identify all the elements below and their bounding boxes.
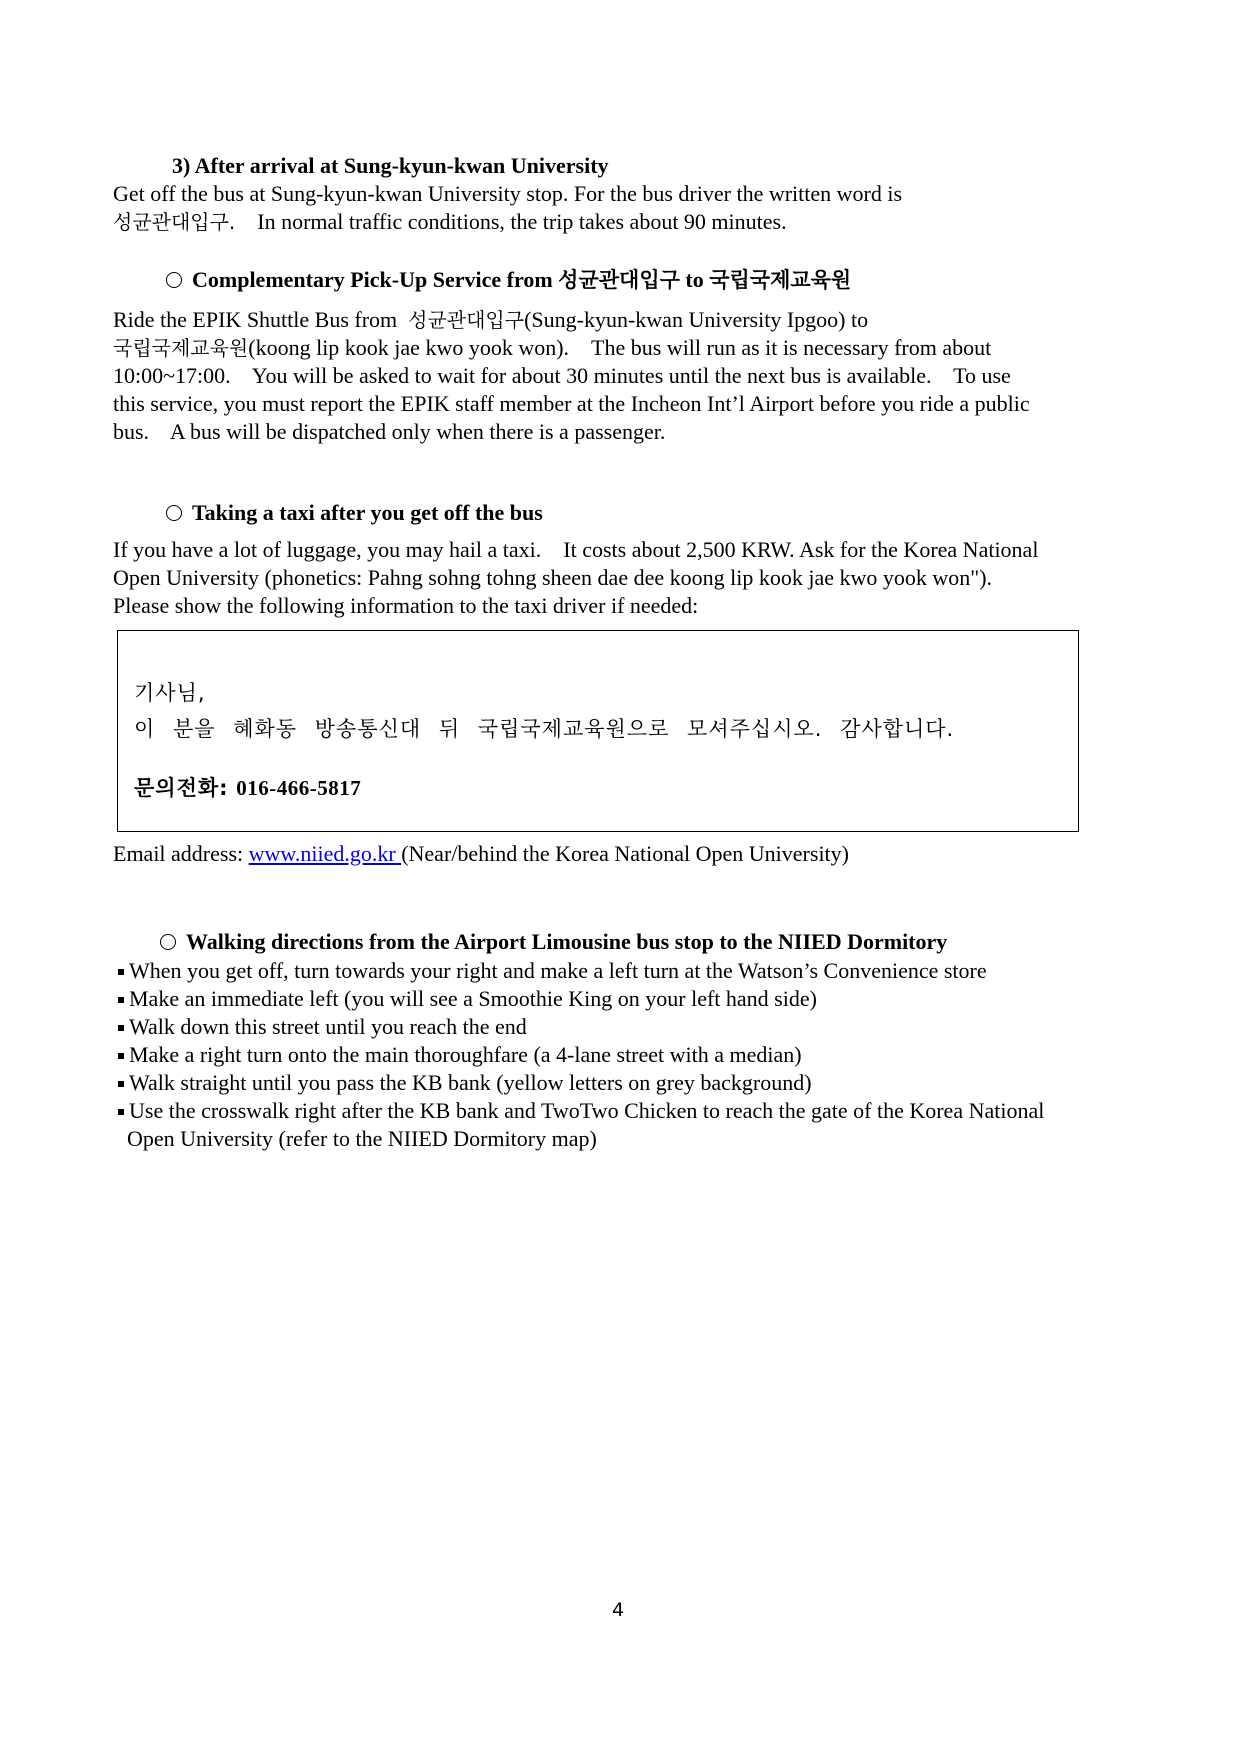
square-bullet-icon: [118, 997, 124, 1003]
arrival-line-2: 성균관대입구. In normal traffic conditions, the trip takes about 90 minutes.: [113, 209, 787, 234]
arrival-heading: 3) After arrival at Sung-kyun-kwan University: [172, 153, 609, 178]
list-item: When you get off, turn towards your right and make a left turn at the Watson’s Convenience store: [118, 957, 987, 985]
square-bullet-icon: [118, 1109, 124, 1115]
square-bullet-icon: [118, 1081, 124, 1087]
phone-label: 문의전화:: [134, 776, 229, 800]
pickup-paragraph: [113, 306, 1143, 446]
taxi-line-2: Open University (phonetics: Pahng sohng tohng sheen dae dee koong lip kook jae kwo yook won").: [113, 565, 993, 590]
list-item: Walk down this street until you reach the end: [118, 1013, 527, 1041]
pickup-line-4: this service, you must report the EPIK staff member at the Incheon Int’l Airport before you ride a public: [113, 391, 1030, 416]
email-line: [113, 840, 1143, 868]
section-heading-arrival: [172, 152, 1202, 180]
taxi-note-phone: [134, 774, 361, 802]
square-bullet-icon: [118, 969, 124, 975]
taxi-driver-note-box: [117, 630, 1079, 832]
arrival-paragraph: [113, 180, 1143, 236]
square-bullet-icon: [118, 1025, 124, 1031]
pickup-line-3: 10:00~17:00. You will be asked to wait for about 30 minutes until the next bus is available. To use: [113, 363, 1011, 388]
pickup-line-5: bus. A bus will be dispatched only when there is a passenger.: [113, 419, 666, 444]
taxi-note-greeting: 기사님,: [134, 681, 206, 705]
circle-bullet-icon: [166, 505, 182, 521]
circle-bullet-icon: [160, 934, 176, 950]
page-number: 4: [612, 1599, 625, 1621]
email-label: Email address:: [113, 841, 249, 866]
taxi-paragraph: [113, 536, 1143, 620]
pickup-heading: Complementary Pick-Up Service from 성균관대입구 to 국립국제교육원: [166, 266, 1196, 294]
pickup-line-2: 국립국제교육원(koong lip kook jae kwo yook won). The bus will run as it is necessary from about: [113, 335, 992, 360]
pickup-line-1: Ride the EPIK Shuttle Bus from 성균관대입구(Sung-kyun-kwan University Ipgoo) to: [113, 307, 869, 332]
walking-heading: Walking directions from the Airport Limousine bus stop to the NIIED Dormitory: [160, 928, 1190, 956]
list-item: Use the crosswalk right after the KB bank and TwoTwo Chicken to reach the gate of the Korea National: [118, 1097, 1044, 1125]
list-item-continuation: Open University (refer to the NIIED Dormitory map): [127, 1126, 597, 1151]
list-item: Walk straight until you pass the KB bank (yellow letters on grey background): [118, 1069, 812, 1097]
arrival-line-1: Get off the bus at Sung-kyun-kwan University stop. For the bus driver the written word is: [113, 181, 903, 206]
phone-number: 016-466-5817: [236, 776, 362, 800]
circle-bullet-icon: [166, 272, 182, 288]
taxi-note-instruction: 이 분을 혜화동 방송통신대 뒤 국립국제교육원으로 모셔주십시오. 감사합니다.: [134, 717, 955, 741]
taxi-line-1: If you have a lot of luggage, you may hail a taxi. It costs about 2,500 KRW. Ask for the Korea National: [113, 537, 1039, 562]
korean-stop-name: 성균관대입구.: [113, 210, 236, 234]
email-note: (Near/behind the Korea National Open University): [401, 841, 849, 866]
square-bullet-icon: [118, 1053, 124, 1059]
niied-website-link[interactable]: www.niied.go.kr: [248, 841, 402, 866]
list-item: Make an immediate left (you will see a Smoothie King on your left hand side): [118, 985, 817, 1013]
list-item: Make a right turn onto the main thoroughfare (a 4-lane street with a median): [118, 1041, 802, 1069]
taxi-line-3: Please show the following information to the taxi driver if needed:: [113, 593, 699, 618]
taxi-heading: Taking a taxi after you get off the bus: [166, 499, 1196, 527]
